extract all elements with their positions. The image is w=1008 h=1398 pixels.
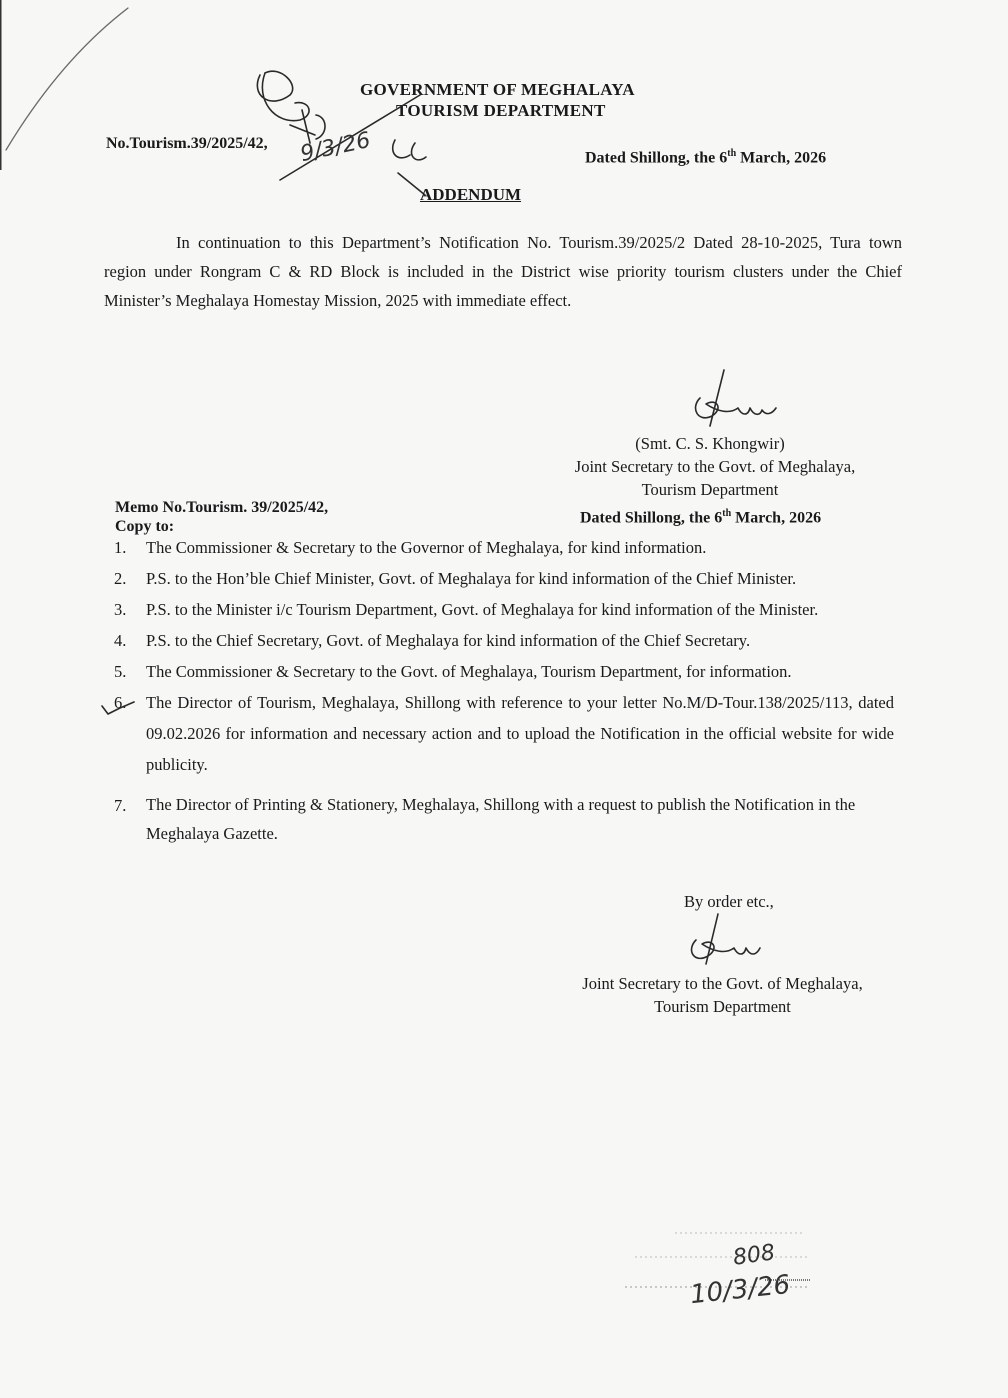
handwritten-initials	[220, 55, 460, 205]
handwritten-date: 9/3/26	[298, 127, 373, 168]
closing-designation: Joint Secretary to the Govt. of Meghalaya,	[582, 974, 863, 993]
signatory-name: (Smt. C. S. Khongwir)	[635, 434, 785, 453]
header-government: GOVERNMENT OF MEGHALAYA	[360, 80, 635, 99]
reference-number: No.Tourism.39/2025/42,	[106, 135, 268, 152]
by-order-text: By order etc.,	[684, 892, 774, 911]
closing-department: Tourism Department	[654, 997, 791, 1016]
signatory-designation: Joint Secretary to the Govt. of Meghalaya,	[574, 457, 856, 476]
memo-number: Memo No.Tourism. 39/2025/42,	[115, 499, 329, 516]
document-page: GOVERNMENT OF MEGHALAYA TOURISM DEPARTMENT 9/3/26 No.Tourism.39/2025/42, Dated Shillong, the 6th March, 2026 ADDENDUM In continuation to this Department’s Notification No. Tourism.39/2025/2 Dated 28-10-2025, Tura town region under Rongram C & RD Block is included in the District wise priority tourism clusters under the Chief Minister’s Meghalaya Homestay Mission, 2025 with immediate effect. (Smt. C. S. Khongwir) Joint Secretary to the Govt. of Meghalaya, Tourism Department Memo No.Tourism. 39/2025/42, Copy to: Dated Shillong, the 6th March, 2026 1. The Commissioner & Secretary to the Governor of Meghalaya, for kind information. 2. P.S. to the Hon’ble Chief Minister, Govt. of Meghalaya for kind information of the Chief Minister. 3. P.S. to the Minister i/c Tourism Department, Govt. of Meghalaya for kind information of the Minister. 4. P.S. to the Chief Secretary, Govt. of Meghalaya for kind information of the Chief Secretary. 5. The Commissioner & Secretary to the Govt. of Meghalaya, Tourism Department, for information. 6. The Director of Tourism, Meghalaya, Shillong with reference to your letter No.M/D-Tour.138/2025/113, dated 09.02.2026 for information and necessary action and to upload the Notification in the official website for wide publicity. 7. The Director of Printing & Stationery, Meghalaya, Shillong with a request to publish the Notification in the Meghalaya Gazette. By order etc., Joint Secretary to the Govt. of Meghalaya, Tourism Department 808 10/3/26	[0, 0, 1008, 1398]
diary-date: 10/3/26	[688, 1269, 792, 1311]
signature-2	[680, 912, 780, 972]
signatory-department: Tourism Department	[641, 480, 779, 499]
body-paragraph: In continuation to this Department’s Notification No. Tourism.39/2025/2 Dated 28-10-2025, Tura town region under Rongram C & RD Block is included in the District wise priority tourism clusters under the Chief Minister’s Meghalaya Homestay Mission, 2025 with immediate effect.	[104, 233, 902, 310]
signature-1	[680, 368, 790, 438]
diary-stamp	[615, 1225, 815, 1315]
signatory-block	[560, 432, 860, 501]
scan-edge-mark	[0, 0, 140, 180]
closing-block	[565, 972, 880, 1018]
tick-mark	[100, 700, 140, 720]
diary-number: 808	[731, 1240, 777, 1271]
reference-date: Dated Shillong, the 6th March, 2026	[585, 148, 827, 167]
copy-to-label: Copy to:	[115, 518, 175, 535]
memo-date: Dated Shillong, the 6th March, 2026	[580, 508, 822, 527]
header-department: TOURISM DEPARTMENT	[396, 101, 606, 120]
document-title: ADDENDUM	[420, 185, 522, 204]
